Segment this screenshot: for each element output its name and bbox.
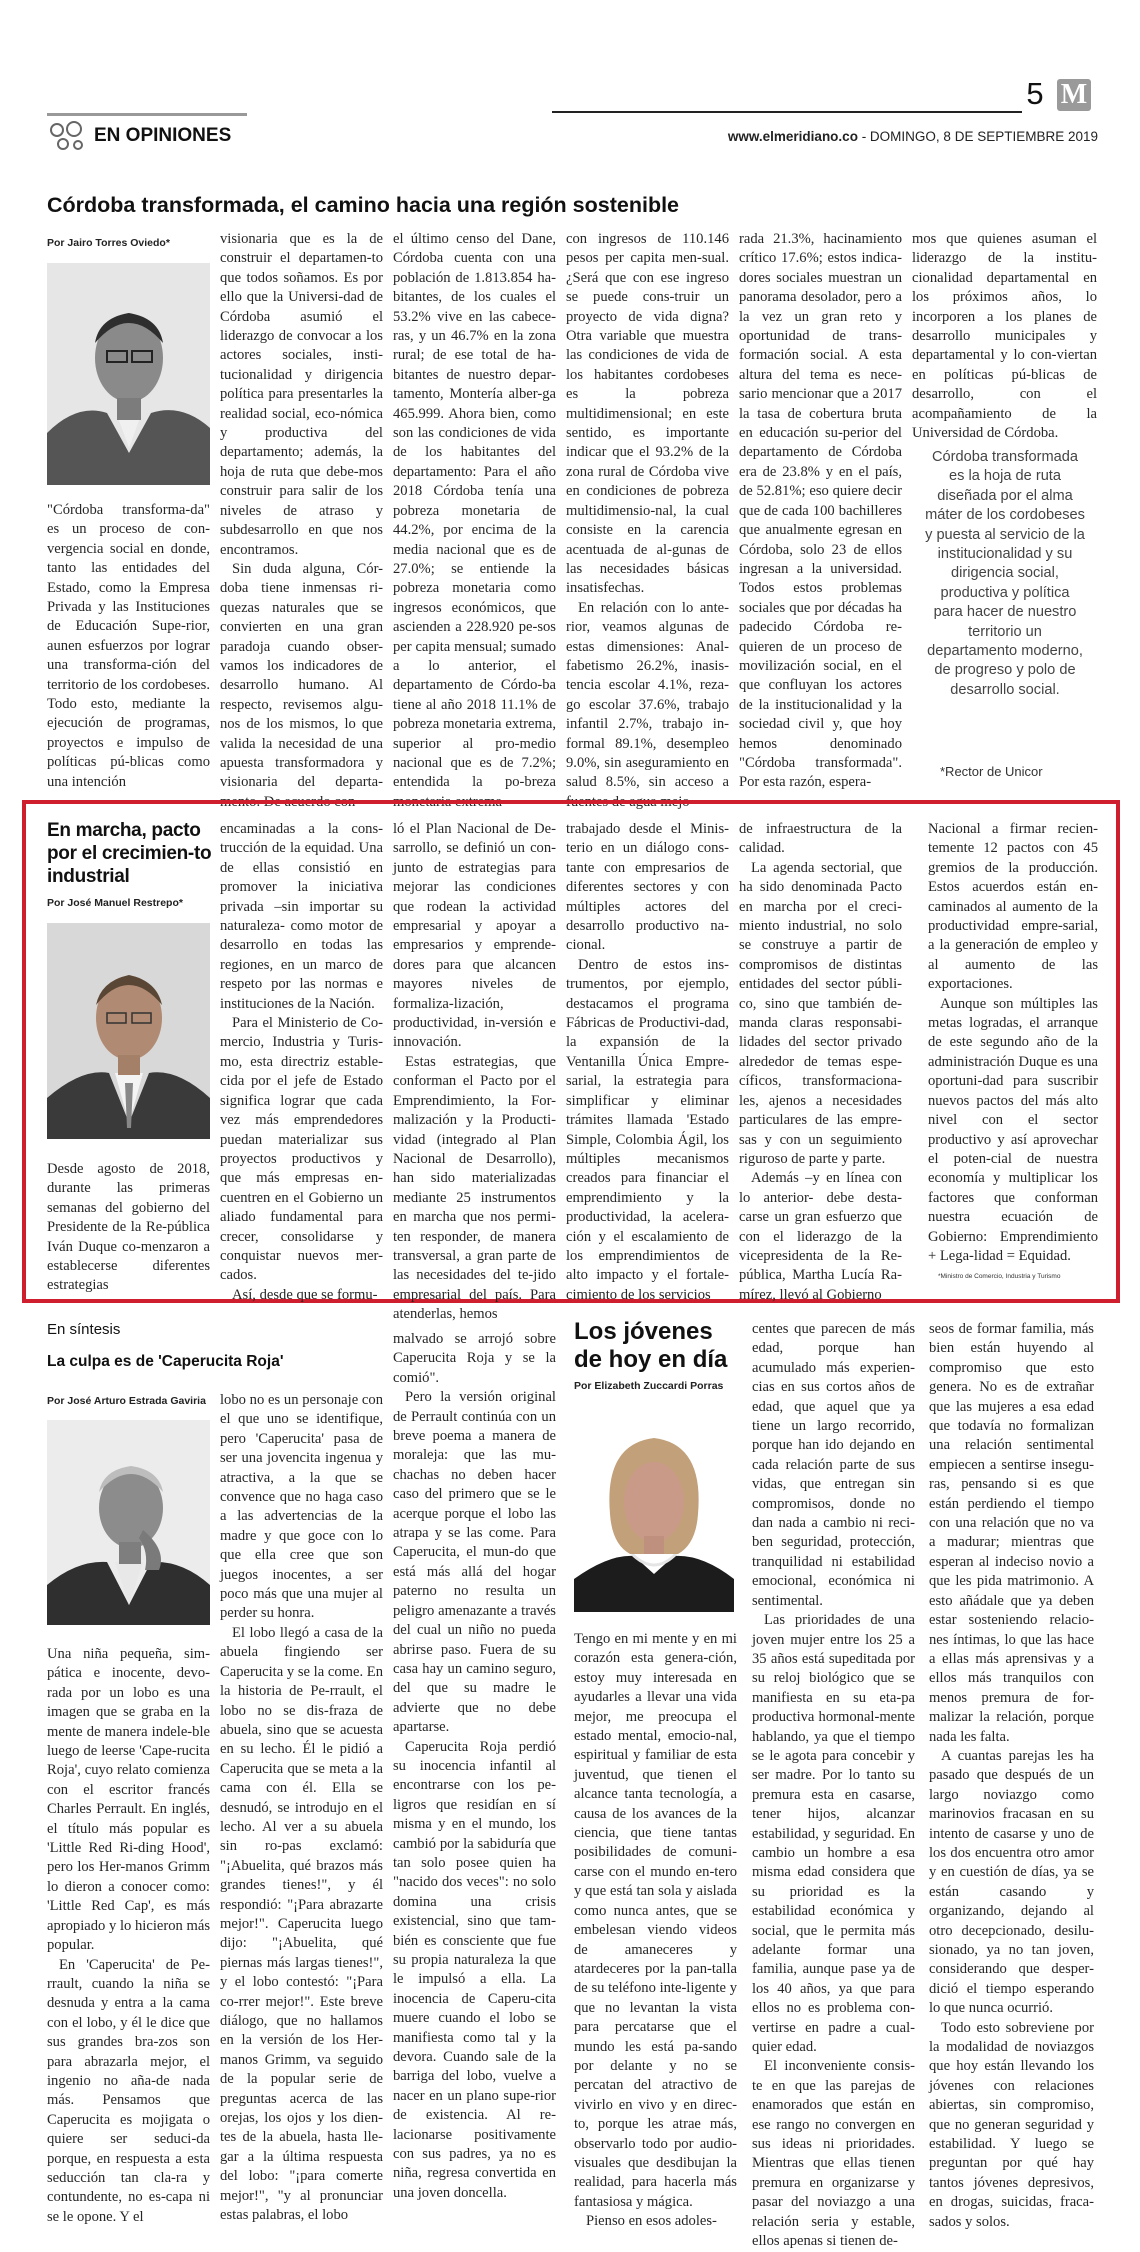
- author-byline: Por José Manuel Restrepo*: [47, 897, 183, 909]
- section-icon: [47, 121, 89, 153]
- article1-col3: el último censo del Dane, Córdoba cuenta con una población de 1.813.854 ha-bitantes, de los cuales el 53.2% vive en las cabece-ras, y un 46.7% en la zona rural; de ese total de ha-bitantes de nuestro depar-tamento, Montería alber-ga 465.999. Ahora bien, como son las condiciones de vida de los habitantes del departamento: Para el año 2018 Córdoba tenía una pobreza monetaria de 44.2%, por encima de la media nacional que es de 27.0%; se entiende la pobreza monetaria como ingresos económicos, que ascienden a 228.920 pe-sos per capita mensual; sumado a lo anterior, el departamento de Córdo-ba tiene al año 2018 11.1% de pobreza monetaria extrema, superior al pro-medio nacional que es de 7.2%; entendida la po-breza monetaria extrema: [393, 231, 556, 810]
- speech-bubbles-icon: [47, 121, 89, 153]
- article2-col4: trabajado desde el Minis-terio en un diálogo cons-tante con empresarios de diferentes sectores y con múltiples actores del desarrollo productivo na-cional. Dentro de estos ins-trumentos, por ejemplo, destacamos el programa Fábricas de Productivi-dad, la expansión de la Ventanilla Única Empre-sarial, la estrategia para simplificar y eliminar trámites llamada 'Estado Simple, Colombia Ágil, los múltiples mecanismos creados para financiar el emprendimiento y la productividad, la acelera-ción y el escalamiento de los emprendimientos de alto impacto y el fortale-cimiento de los servicios: [566, 821, 729, 1303]
- article-title: Córdoba transformada, el camino hacia una región sostenible: [47, 193, 680, 217]
- author-photo: [574, 1404, 734, 1612]
- author-byline: Por José Arturo Estrada Gaviria: [47, 1395, 206, 1407]
- article2-col5: de infraestructura de la calidad. La agenda sectorial, que ha sido denominada Pacto en marcha por el creci-miento industrial, no solo se construye a partir de compromisos de distintas entidades del sector públi-co, sino que también de-manda claras responsabi-lidades del sector privado alrededor de temas espe-cíficos, transformaciona-les, ajenos a necesidades particulares de las empre-sas y con un seguimiento riguroso de parte y parte. Además –y en línea con lo anterior- debe desta-carse un gran esfuerzo que con el liderazgo de la vicepresidenta de la Re-pública, Martha Lucía Ra-mírez, llevó al Gobierno: [739, 821, 902, 1303]
- article-title: Los jóvenes de hoy en día: [574, 1318, 728, 1373]
- article4-col2: centes que parecen de más edad, porque han acumulado más experien-cias en sus cortos años de edad, que aquel que ya tiene un largo recorrido, porque han ido dejando en cada relación parte de sus vidas, que entregan sin compromisos, donde no dan nada a cambio ni reci-ben seguridad, protección, tranquilidad ni estabilidad emocional, económica ni sentimental. Las prioridades de una joven mujer entre los 25 a 35 años está supeditada por su reloj biológico que se manifiesta en su eta-pa productiva hormonal-mente hablando, ya que el tiempo se le agota para concebir y ser madre. Por lo tanto su premura esta en casarse, tener hijos, alcanzar estabilidad, y seguridad. En cambio un hombre a esa misma edad considera que su prioridad es la estabilidad económica y social, que le permita más adelante formar una familia, aunque pase ya de los 40 años, ya que para ellos no es problema con-vertirse en padre a cual-quier edad. El inconveniente consis-te en que las parejas de enamorados que están en ese rango no convergen en sus ideas ni prioridades. Mientras que ellas tienen premura en organizarse y pasar del noviazgo a una relación seria y estable, ellos apenas si tienen de-: [752, 1321, 915, 2250]
- article2-col3: ló el Plan Nacional de De-sarrollo, se definió un con-junto de estrategias para mejorar las condiciones que rodean la actividad empresarial y apoyar a empresarios y emprende-dores para que alcancen mayores niveles de formaliza-lización, productividad, in-versión e innovación. Estas estrategias, que conforman el Pacto por el Emprendimiento, la For-malización y la Producti-vidad (integrado al Plan Nacional de Desarrollo), han sido materializadas mediante 25 instrumentos en marcha que nos permi-ten responder, de manera transversal, a gran parte de las necesidades del te-jido empresarial del país. Para atenderlas, hemos: [393, 821, 556, 1323]
- article1-col6: mos que quienes asuman el liderazgo de la institu-cionalidad departamental en los próximos años, lo incorporen a los planes de desarrollo municipales y departamental y lo con-viertan en políticas pú-blicas de desarrollo, con el acompañamiento de la Universidad de Córdoba.: [912, 231, 1097, 442]
- article3-col1: Una niña pequeña, sim-pática e inocente, devo-rada por un lobo es una imagen que se graba en la mente de manera indele-ble luego de leerse 'Cape-rucita Roja', cuyo relato comienza con el escritor francés Charles Perrault. En inglés, el título más popular es 'Little Red Ri-ding Hood', pero los Her-manos Grimm lo dieron a conocer como: 'Little Red Cap', es más apropiado y lo hicieron más popular. En 'Caperucita' de Pe-rrault, cuando la niña se desnuda y entra a la cama con el lobo, y él le dice que sus grandes bra-zos son para abrazarla mejor, el ingenio no aña-de nada más. Pensamos que Caperucita es mojigata o quiere ser seduci-da porque, en respuesta a esta seducción tan cla-ra y contundente, no es-capa ni se le opone. Y el: [47, 1646, 210, 2225]
- section-title: EN OPINIONES: [94, 125, 232, 146]
- article4-col1: Tengo en mi mente y en mi corazón esta genera-ción, estoy muy interesada en ayudarles a llevar una vida mejor, me preocupa el estado mental, emocio-nal, espiritual y familiar de esta juventud, que tienen el alcance tanta tecnología, a causa de los avances de la ciencia, que tiene tantas posibilidades de comuni-carse con el mundo en-tero y que está tan sola y aislada como nunca antes, que se embelesan viendo videos de amaneceres y atardeceres por la pan-talla de su teléfono inte-ligente y que no levantan la vista para percatarse que el mundo les está pa-sando por delante y no se percatan del atractivo de vivirlo en vivo y en direc-to, porque les atrae más, observarlo todo por audio-visuales que desdibujan la realidad, para hacerla más fantasiosa y mágica. Pienso en esos adoles-: [574, 1631, 737, 2230]
- article1-col2: visionaria que es la de construir el departamen-to que todos soñamos. Es por ello que la Universi-dad de Córdoba asumió el liderazgo de convocar a los actores sociales, insti-tucionalidad y dirigencia política para presentarles la realidad social, eco-nómica y productiva del departamento; además, la hoja de ruta que debe-mos construir para salir de los niveles de atraso y subdesarrollo en que nos encontramos. Sin duda alguna, Cór-doba tiene inmensas ri-quezas naturales que se convierten en una gran paradoja cuando obser-vamos los indicadores de desarrollo humano. Al respecto, revisemos algu-nos de los mismos, lo que valida la necesidad de una apuesta transformadora y visionaria del departa-mento. De acuerdo con: [220, 231, 383, 810]
- author-footnote: *Rector de Unicor: [940, 764, 1043, 779]
- pull-quote: Córdoba transformada es la hoja de ruta diseñada por el alma máter de los cordobeses y puesta al servicio de la institucionalidad y su dirigencia social, productiva y política para hacer de nuestro territorio un departamento moderno, de progreso y polo de desarrollo social.: [925, 449, 1085, 698]
- article1-col5: rada 21.3%, hacinamiento crítico 17.6%; estos indica-dores sociales muestran un panorama desolador, pero a la vez un gran reto y oportunidad de trans-formación social. A esta altura del tema es nece-sario mencionar que a 2017 la tasa de cobertura bruta en educación su-perior del departamento de Córdoba era de 23.8% y en el país, de 52.81%; eso quiere decir que de cada 100 bachilleres que anualmente egresan en Córdoba, solo 23 de ellos ingresan a la universidad. Todos estos problemas sociales que por décadas ha padecido Córdoba re-quieren de un proceso de movilización social, en el que confluyan los actores de la institucionalidad y la sociedad civil y, que hoy hemos denominado "Córdoba transformada". Por esta razón, espera-: [739, 231, 902, 791]
- article4-col3: seos de formar familia, más bien están huyendo al compromiso que esto genera. No es de extrañar que las mujeres a esa edad que todavía no formalizan una relación sentimental empiecen a sentirse insegu-ras, pensando si es que están perdiendo el tiempo con una relación que no va a madurar; mientras que esperan al indeciso novio a que les pida matrimonio. A esto añádale que ya deben estar sosteniendo relacio-nes íntimas, lo que las hace a ellas más aprensivas y a ellos más tranquilos con menos premura de for-malizar la relación, porque nada les falta. A cuantas parejas les ha pasado que después de un largo noviazgo como marinovios fracasan en su intento de casarse y uno de los dos encuentra otro amor y en cuestión de días, ya se están casando y organizando, dejando al otro decepcionado, desilu-sionado, ya no tan joven, considerando que desper-dició el tiempo esperando lo que nunca ocurrió. Todo esto sobreviene por la modalidad de noviazgos que hoy están llevando los jóvenes con relaciones abiertas, sin compromiso, que no generan seguridad y estabilidad. Y luego se preguntan por qué hay tantos jóvenes depresivos, en drogas, suicidas, fraca-sados y solos.: [929, 1321, 1094, 2230]
- section-kicker: En síntesis: [47, 1321, 121, 1338]
- page-number: 5: [1026, 76, 1044, 111]
- article1-col4: con ingresos de 110.146 pesos per capita men-sual. ¿Será que con ese ingreso se puede cons-truir un proyecto de vida digna? Otra variable que muestra las condiciones de vida de los habitantes cordobeses es la pobreza multidimensional; en este sentido, es importante indicar que el 93.2% de la zona rural de Córdoba vive en condiciones de pobreza multidimensio-nal, la cual consiste en la carencia acentuada de al-gunas de las necesidades básicas insatisfechas. En relación con lo ante-rior, veamos algunas de estas dimensiones: Anal-fabetismo 26.2%, inasis-tencia escolar 4.1%, reza-go escolar 37.6%, trabajo infantil 2.7%, trabajo in-formal 89.1%, desempleo 9.0%, sin aseguramiento en salud 8.5%, sin acceso a fuentes de agua mejo-: [566, 231, 729, 810]
- author-photo: [47, 1420, 210, 1625]
- author-footnote: *Ministro de Comercio, Industria y Turismo: [938, 1273, 1061, 1280]
- article-title: La culpa es de 'Caperucita Roja': [47, 1353, 284, 1370]
- logo-letter: M: [1060, 79, 1088, 110]
- masthead-logo: [1057, 79, 1091, 111]
- author-byline: Por Elizabeth Zuccardi Porras: [574, 1380, 724, 1392]
- header-rule-top: [552, 111, 1022, 113]
- section-header-rule: [47, 113, 247, 116]
- author-photo: [47, 923, 210, 1139]
- article2-col6: Nacional a firmar recien-temente 12 pactos con 45 gremios de la producción. Estos acuerdos están en-caminados al aumento de la productividad empre-sarial, a la generación de empleo y al aumento de las exportaciones. Aunque son múltiples las metas logradas, el arranque de este segundo año de la administración Duque es una oportuni-dad para suscribir nuevos pactos del más alto nivel con el sector productivo y así aprovechar el poten-cial de nuestra economía y multiplicar los factores que conforman nuestra ecuación de Gobierno: Emprendimiento + Lega-lidad = Equidad.: [928, 821, 1098, 1264]
- article2-col1: Desde agosto de 2018, durante las primeras semanas del gobierno del Presidente de la Re-pública Iván Duque co-menzaron a establecerse diferentes estrategias: [47, 1161, 210, 1294]
- article3-col3: malvado se arrojó sobre Caperucita Roja y se la comió". Pero la versión original de Perrault continúa con un breve poema a manera de moraleja: que las mu-chachas no deben hacer caso del primero que se le acerque porque el lobo las atrapa y se las come. Para Caperucita, el mun-do que está más allá del hogar paterno no resulta un peligro amenazante a través del cual un niño no pueda abrirse paso. Fuera de su casa hay un camino seguro, del que su madre le advierte que no debe apartarse. Caperucita Roja perdió su inocencia infantil al encontrarse con los pe-ligros que residían en sí misma y en el mundo, los cambió por la sabiduría que tan solo posee quien ha "nacido dos veces": no solo domina una crisis existencial, sino que tam-bién es consciente que fue su propia naturaleza la que le impulsó a ella. La inocencia de Caperu-cita muere cuando el lobo se manifiesta como tal y la devora. Cuando sale de la barriga del lobo, vuelve a nacer en un plano supe-rior de existencia. Al re-lacionarse positivamente con sus padres, ya no es niña, regresa convertida en una joven doncella.: [393, 1331, 556, 2201]
- site-url[interactable]: www.elmeridiano.co: [727, 129, 858, 144]
- article-title: En marcha, pacto por el crecimien-to industrial: [47, 820, 212, 887]
- author-photo: [47, 263, 210, 485]
- article1-col1: "Córdoba transforma-da" es un proceso de con-vergencia social en donde, tanto las entidades del Estado, como la Empresa Privada y las Instituciones de Educación Supe-rior, aunen esfuerzos por lograr una transforma-ción del territorio de los cordobeses. Todo esto, mediante la ejecución de programas, proyectos e impulso de políticas pú-blicas como una intención: [47, 502, 210, 790]
- article3-col2: lobo no es un personaje con el que uno se identifique, pero 'Caperucita' pasa de ser una jovencita ingenua y atractiva, a la que se convence que no haga caso a las advertencias de la madre y que goce con lo que ella cree que son juegos inocentes, a ser poco más que una mujer al perder su honra. El lobo llegó a casa de la abuela fingiendo ser Caperucita y se la come. En la historia de Pe-rrault, el lobo no se dis-fraza de abuela, sino que se acuesta en su lecho. Él le pidió a Caperucita que se meta a la cama con él. Ella se desnudó, se introdujo en el lecho. Al ver a su abuela sin ro-pas exclamó: "¡Abuelita, qué brazos más grandes tienes!", y él respondió: "¡Para abrazarte mejor!". Caperucita luego dijo: "¡Abuelita, qué piernas más largas tienes!", y el lobo contestó: "¡Para co-rrer mejor!". Este breve diálogo, que no hallamos en la versión de los Her-manos Grimm, va seguido de la popular serie de preguntas acerca de las orejas, los ojos y los dien-tes de la abuela, hasta lle-gar a la última respuesta del lobo: "¡para comerte mejor!", "y al pronunciar estas palabras, el lobo: [220, 1392, 383, 2224]
- author-byline: Por Jairo Torres Oviedo*: [47, 237, 170, 249]
- issue-date: - DOMINGO, 8 DE SEPTIEMBRE 2019: [857, 129, 1098, 144]
- article2-col2: encaminadas a la cons-trucción de la equidad. Una de ellas consistió en promover la iniciativa privada –sin importar su naturaleza- como motor de desarrollo en todas las regiones, en un marco de respeto por las normas e instituciones de la Nación. Para el Ministerio de Co-mercio, Industria y Turis-mo, esta directriz estable-cida por el jefe de Estado significa lograr que cada vez más emprendedores puedan materializar sus proyectos productivos y que más empresas en-cuentren en el Gobierno un aliado fundamental para crecer, consolidarse y conquistar nuevos mer-cados. Así, desde que se formu-: [220, 821, 383, 1303]
- header-site-date: [640, 128, 1098, 146]
